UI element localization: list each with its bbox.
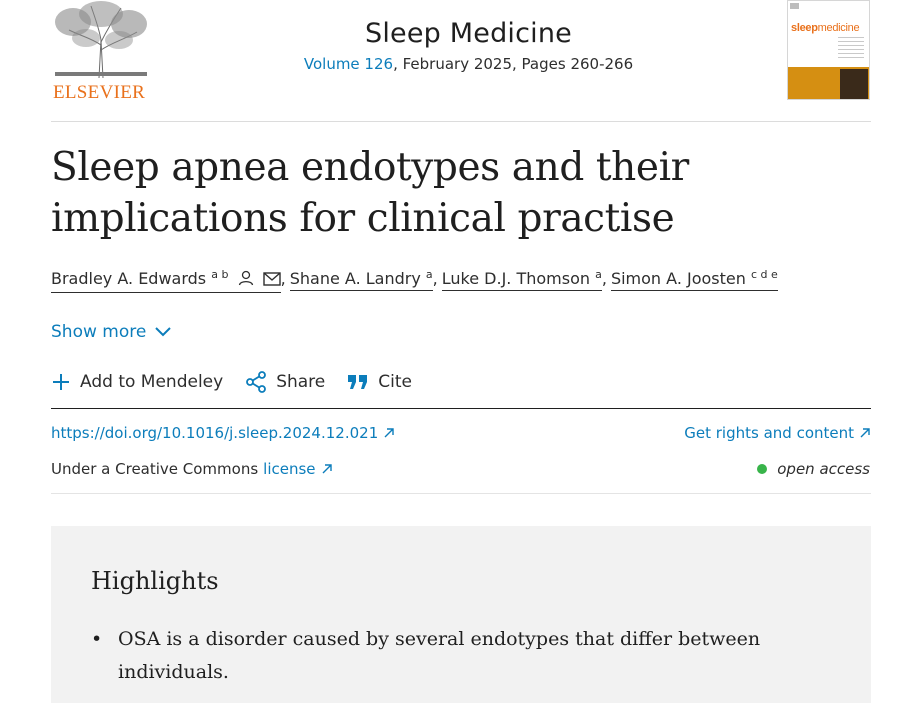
elsevier-tree-icon [51,0,151,80]
share-label: Share [276,372,326,392]
header-divider [51,121,871,122]
add-to-mendeley-button[interactable] [51,372,223,392]
license-label: license [263,460,316,478]
issue-info [200,55,737,73]
volume-link[interactable]: Volume 126 [303,55,394,73]
author-affiliation: c d e [750,268,778,281]
cover-journal-name: sleepmedicine [791,22,860,34]
share-button[interactable] [245,371,325,393]
open-access-badge [757,460,870,478]
get-rights-label: Get rights and content [684,424,854,442]
author-affiliation: a [425,268,433,281]
cover-contents-lines [838,37,864,61]
publisher-name: ELSEVIER [53,82,146,103]
chevron-down-icon [154,326,172,338]
author-separator: , [280,269,286,288]
cite-label: Cite [378,372,412,392]
license-row [51,460,332,478]
external-link-icon [384,428,394,438]
toolbar-divider [51,408,871,409]
journal-cover-image[interactable] [787,0,870,100]
author-separator: , [432,269,438,288]
article-title: Sleep apnea endotypes and their implications for clinical practise [51,145,689,241]
issue-details: , February 2025, Pages 260-266 [393,55,634,73]
article-toolbar [51,371,434,393]
cover-tab [790,3,799,9]
author-affiliation: a b [211,268,229,281]
external-link-icon [860,428,870,438]
external-link-icon [322,464,332,474]
author-affiliation: a [595,268,602,281]
section-divider [51,493,871,494]
highlight-item: • OSA is a disorder caused by several endotypes that differ between individuals. [91,623,791,689]
elsevier-logo[interactable] [51,0,151,102]
journal-title[interactable]: Sleep Medicine [364,18,572,49]
author-link[interactable]: Simon A. Joosten $^{c d e}$ [611,268,778,291]
add-to-mendeley-label: Add to Mendeley [80,372,224,392]
author-link[interactable]: Bradley A. Edwards $^{a b}$ [51,268,281,293]
license-link[interactable] [263,460,331,478]
doi-link[interactable] [51,424,394,442]
quote-icon [347,373,369,391]
license-prefix: Under a Creative Commons [51,460,259,478]
share-icon [245,371,267,393]
person-icon[interactable] [238,270,254,290]
doi-label: https://doi.org/10.1016/j.sleep.2024.12.021 [51,424,379,442]
author-list [51,268,778,293]
author-separator: , [601,269,607,288]
highlights-heading: Highlights [91,567,219,595]
open-access-label: open access [777,460,870,478]
get-rights-link[interactable] [684,424,870,442]
author-link[interactable]: Shane A. Landry $^a$ [290,268,433,291]
cite-button[interactable] [347,372,412,392]
plus-icon [51,372,71,392]
open-access-dot-icon [757,464,767,474]
author-link[interactable]: Luke D.J. Thomson $^a$ [442,268,602,291]
journal-block [200,18,737,73]
highlights-section [51,526,871,703]
email-icon[interactable] [263,271,281,290]
highlights-list [91,623,791,689]
show-more-label: Show more [51,322,147,342]
cover-photo [840,69,868,99]
show-more-button[interactable] [51,322,172,342]
